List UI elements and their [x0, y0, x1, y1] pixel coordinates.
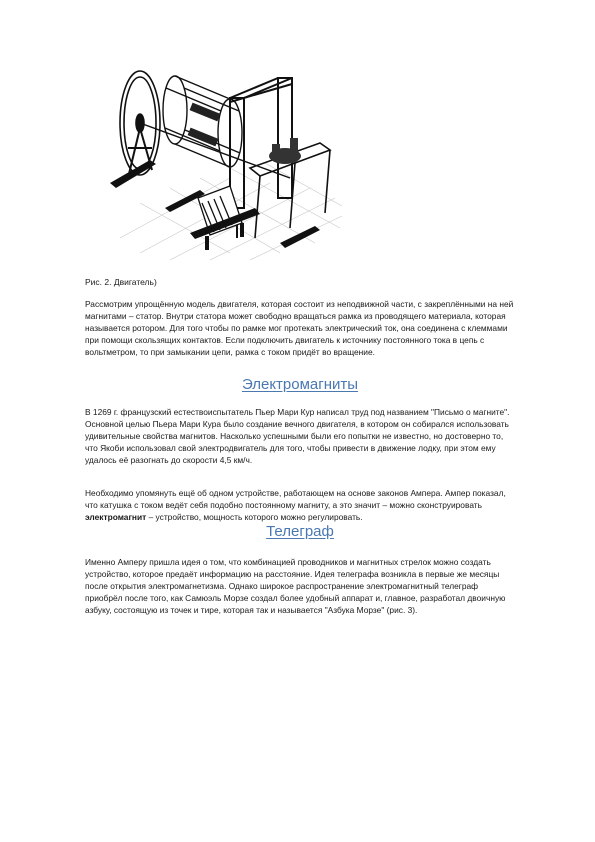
paragraph-ampere-text-2: – устройство, мощность которого можно регулировать. [146, 512, 363, 523]
motor-drawing [80, 38, 345, 263]
term-electromagnet: электромагнит [85, 512, 147, 523]
heading-electromagnets[interactable] [85, 376, 515, 394]
paragraph-telegraph: Именно Амперу пришла идея о том, что комбинацией проводников и магнитных стрелок можно создать устройство, которое предаёт информацию на расстояние. Идея телеграфа возникла в первые же месяцы после открытия электромагнетизма. Однако широкое распространение электромагнитный телеграф приобрёл после того, как Самюэль Морзе создал более удобный аппарат и, главное, разработал двоичную азбуку, состоящую из точек и тире, которая так и называется "Азбука Морзе" (рис. 3). [85, 557, 506, 616]
paragraph-history: В 1269 г. французский естествоиспытатель Пьер Мари Кур написал труд под названием "Письмо о магните". Основной целью Пьера Мари Кура было создание вечного двигателя, в котором он собирался использовать удивительные свойства магнитов. Насколько успешными были его попытки не известно, но достоверно то, что Якоби использовал свой электродвигатель для того, чтобы привести в движение лодку, при этом ему удалось её разогнать до скорости 4,5 км/ч. [85, 407, 510, 466]
motor-illustration [80, 38, 345, 263]
heading-telegraph-link[interactable]: Телеграф [266, 523, 334, 540]
heading-telegraph[interactable] [85, 523, 515, 541]
heading-electromagnets-link[interactable]: Электромагниты [241, 376, 359, 393]
paragraph-motor-model: Рассмотрим упрощённую модель двигателя, которая состоит из неподвижной части, с закреплёнными на ней магнитами – статор. Внутри статора может свободно вращаться рамка из проводящего материала, которая называется ротором. Для того чтобы по рамке мог протекать электрический ток, она соединена с клеммами при помощи скользящих контактов. Если подключить двигатель к источнику постоянного тока в цепь с вольтметром, то при замыкании цепи, рамка с током придёт во вращение. [85, 299, 514, 358]
figure-caption: Рис. 2. Двигатель) [85, 277, 157, 287]
commutator [269, 138, 301, 164]
paragraph-ampere [85, 487, 515, 523]
paragraph-ampere-text-1: Необходимо упомянуть ещё об одном устройстве, работающем на основе законов Ампера. Ампер показал, что катушка с током ведёт себя подобно постоянному магниту, а это значит – можно сконструировать [85, 488, 506, 511]
